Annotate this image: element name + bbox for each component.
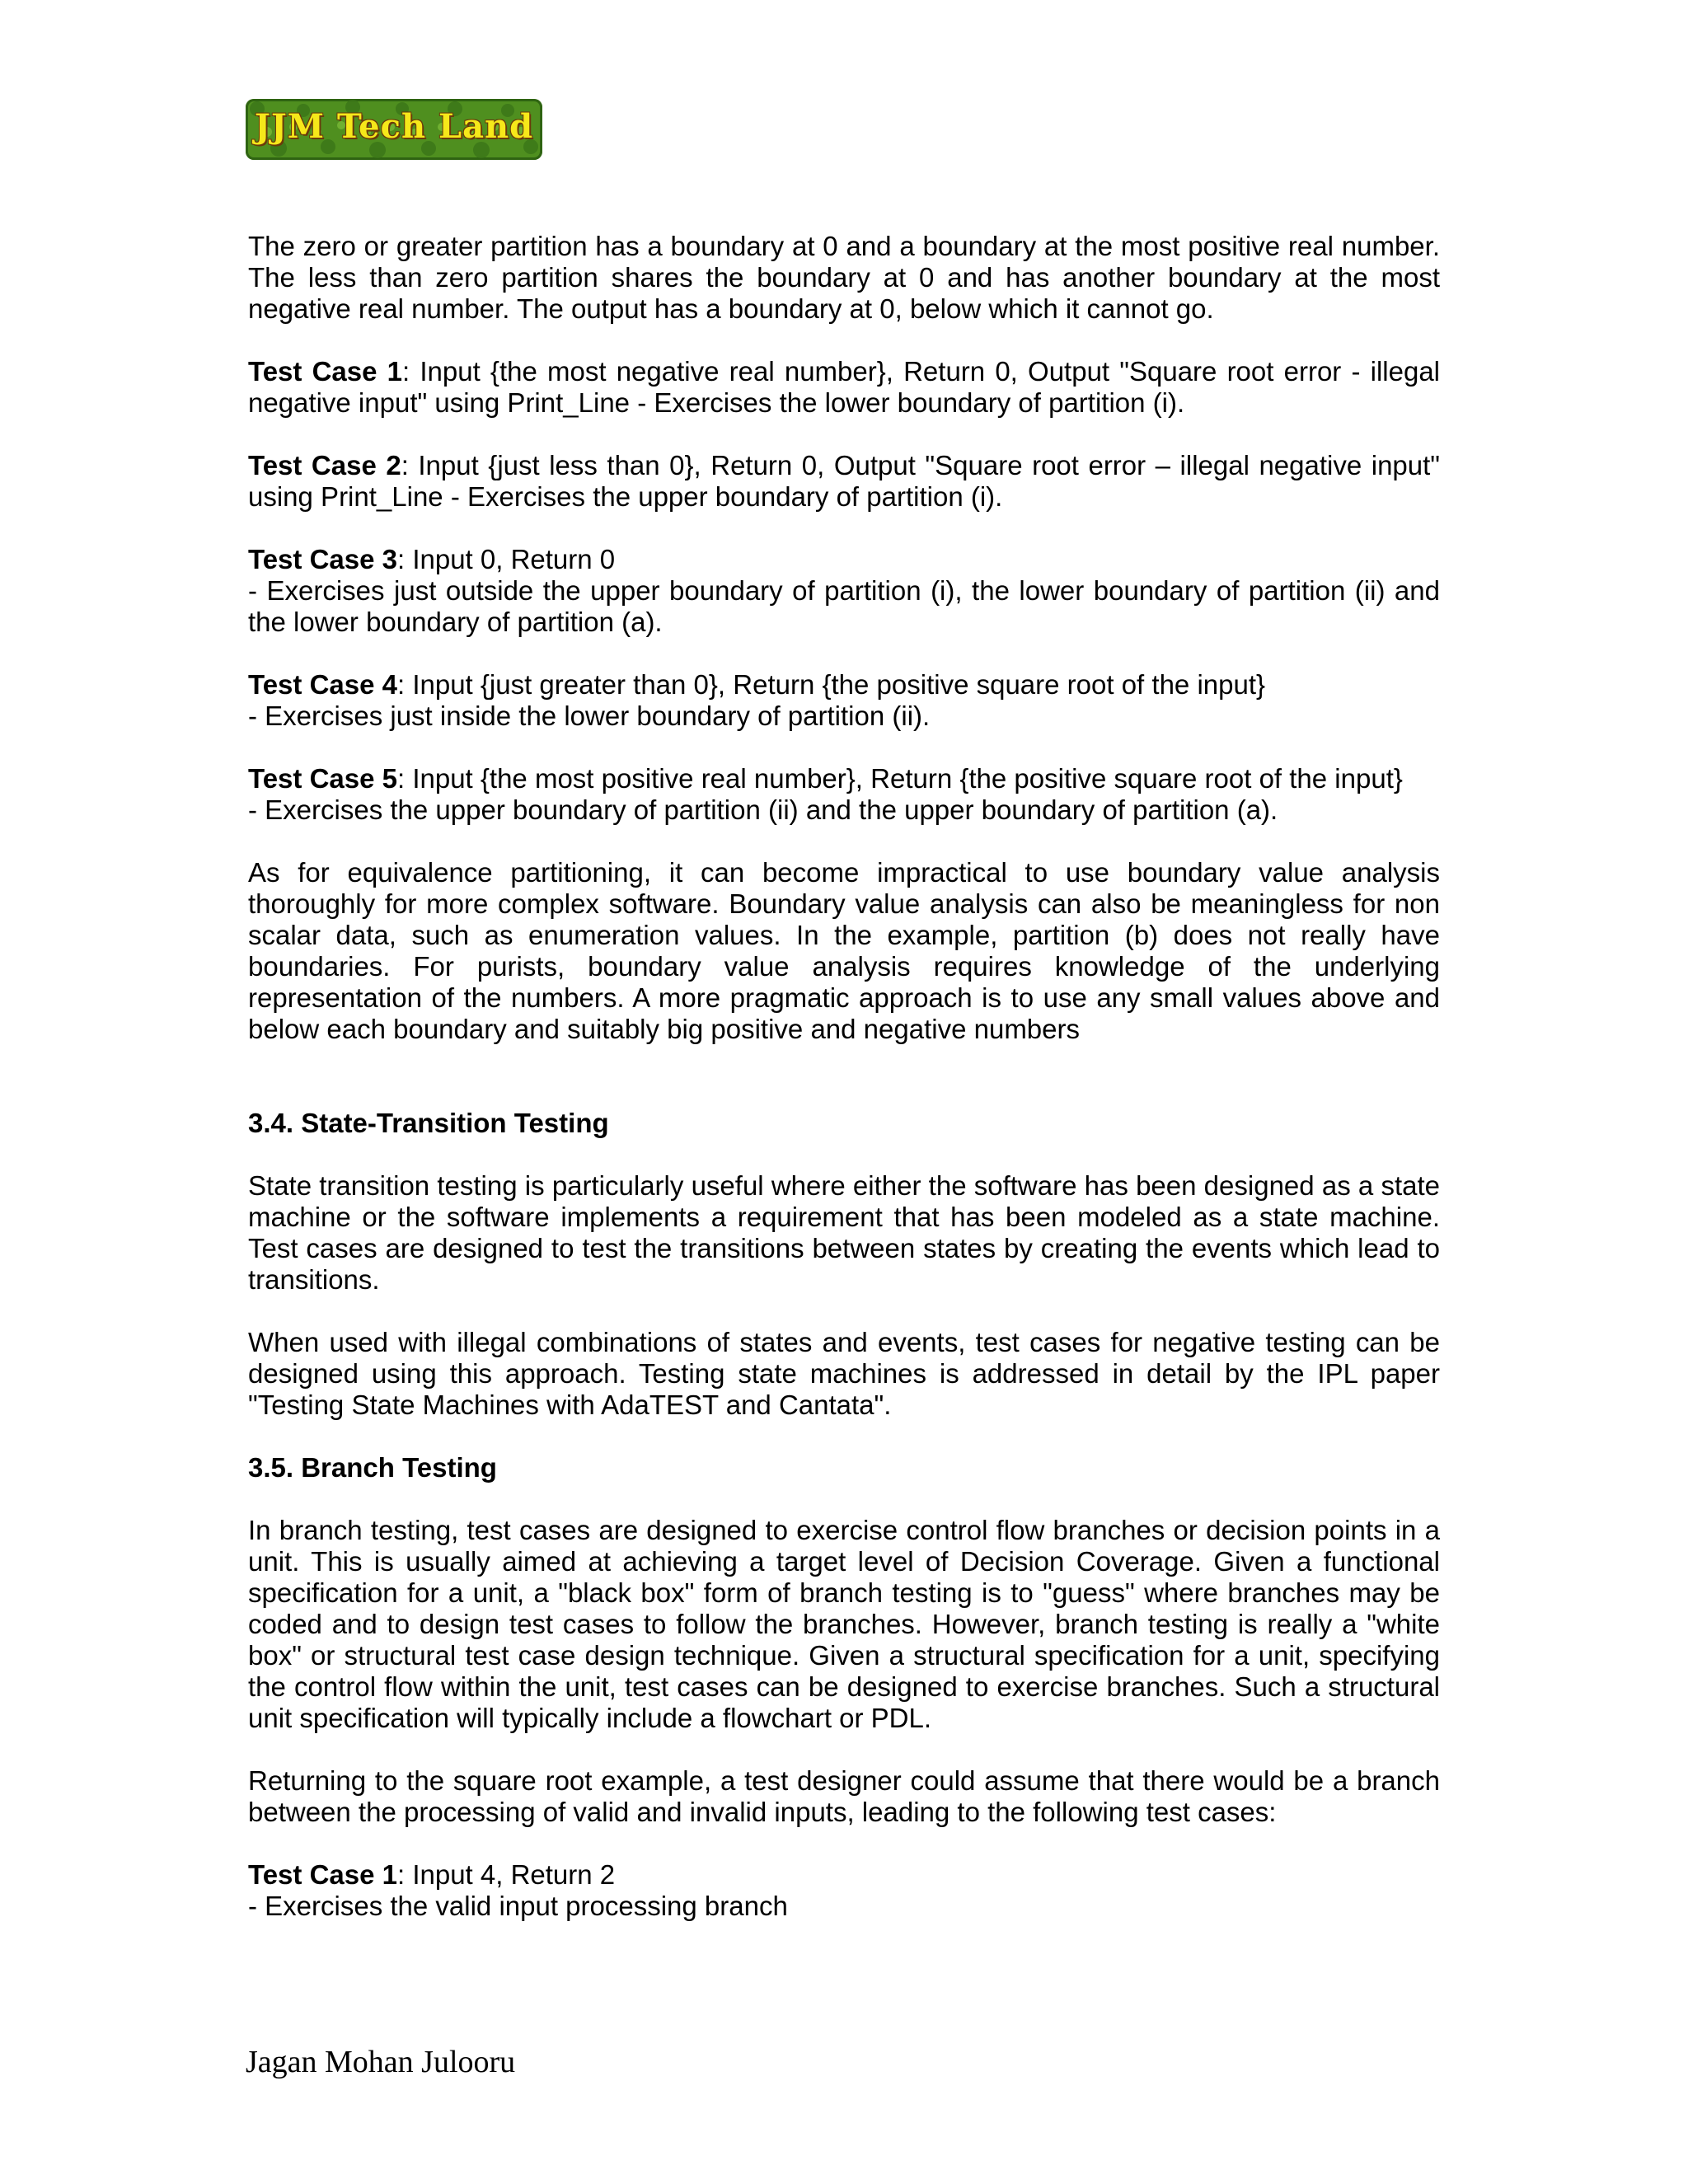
branch-test-case-1 xyxy=(248,1859,1440,1922)
document-body xyxy=(248,231,1440,1922)
test-case-text: : Input {the most positive real number}, Return {the positive square root of the input} xyxy=(396,763,1403,794)
paragraph-state-transition-2: When used with illegal combinations of states and events, test cases for negative testing can be designed using this approach. Testing state machines is addressed in detail by the IPL paper "Testing State Machines with AdaTEST and Cantata". xyxy=(248,1327,1440,1420)
test-case-label: Test Case 2 xyxy=(248,450,401,480)
brand-logo xyxy=(246,99,542,160)
test-case-detail: - Exercises the valid input processing branch xyxy=(248,1891,788,1921)
test-case-detail: - Exercises the upper boundary of partition (ii) and the upper boundary of partition (a). xyxy=(248,794,1278,825)
paragraph-equivalence: As for equivalence partitioning, it can become impractical to use boundary value analysis thoroughly for more complex software. Boundary value analysis can also be meaningless for non scalar data, such as enumeration values. In the example, partition (b) does not really have boundaries. For purists, boundary value analysis requires knowledge of the underlying representation of the numbers. A more pragmatic approach is to use any small values above and below each boundary and suitably big positive and negative numbers xyxy=(248,857,1440,1044)
logo-text: JJM Tech Land xyxy=(254,107,534,146)
paragraph-branch-testing-1: In branch testing, test cases are designed to exercise control flow branches or decision points in a unit. This is usually aimed at achieving a target level of Decision Coverage. Given a functional specification for a unit, a "black box" form of branch testing is to "guess" where branches may be coded and to design test cases to follow the branches. However, branch testing is really a "white box" or structural test case design technique. Given a structural specification for a unit, specifying the control flow within the unit, test cases can be designed to exercise branches. Such a structural unit specification will typically include a flowchart or PDL. xyxy=(248,1515,1440,1733)
heading-state-transition: 3.4. State-Transition Testing xyxy=(248,1108,609,1138)
paragraph-state-transition-1: State transition testing is particularly useful where either the software has been designed as a state machine or the software implements a requirement that has been modeled as a state machine. Test cases are designed to test the transitions between states by creating the events which lead to transitions. xyxy=(248,1170,1440,1295)
test-case-5 xyxy=(248,763,1440,826)
test-case-text: : Input 4, Return 2 xyxy=(396,1859,616,1890)
test-case-label: Test Case 3 xyxy=(248,544,397,574)
test-case-label: Test Case 1 xyxy=(248,356,403,387)
test-case-text: : Input {the most negative real number}, Return 0, Output "Square root error - illegal negative input" using Print_Line - Exercises the lower boundary of partition (i). xyxy=(248,356,1441,418)
test-case-1 xyxy=(248,356,1440,419)
test-case-3 xyxy=(248,544,1440,638)
test-case-detail: - Exercises just inside the lower boundary of partition (ii). xyxy=(248,701,931,731)
test-case-label: Test Case 1 xyxy=(248,1859,397,1890)
test-case-4 xyxy=(248,669,1440,732)
paragraph-boundaries: The zero or greater partition has a boundary at 0 and a boundary at the most positive real number. The less than zero partition shares the boundary at 0 and has another boundary at the most negative real number. The output has a boundary at 0, below which it cannot go. xyxy=(248,231,1440,324)
test-case-text: : Input {just greater than 0}, Return {the positive square root of the input} xyxy=(396,669,1266,700)
test-case-detail: - Exercises just outside the upper boundary of partition (i), the lower boundary of partition (ii) and the lower boundary of partition (a). xyxy=(248,575,1440,637)
test-case-text: : Input {just less than 0}, Return 0, Output "Square root error – illegal negative input" using Print_Line - Exercises the upper boundary of partition (i). xyxy=(248,450,1441,512)
paragraph-branch-testing-2: Returning to the square root example, a test designer could assume that there would be a branch between the processing of valid and invalid inputs, leading to the following test cases: xyxy=(248,1765,1440,1827)
footer-author: Jagan Mohan Julooru xyxy=(246,2045,516,2079)
test-case-2 xyxy=(248,450,1440,513)
test-case-text: : Input 0, Return 0 xyxy=(396,544,616,574)
heading-branch-testing: 3.5. Branch Testing xyxy=(248,1452,497,1483)
test-case-label: Test Case 4 xyxy=(248,669,397,700)
test-case-label: Test Case 5 xyxy=(248,763,397,794)
